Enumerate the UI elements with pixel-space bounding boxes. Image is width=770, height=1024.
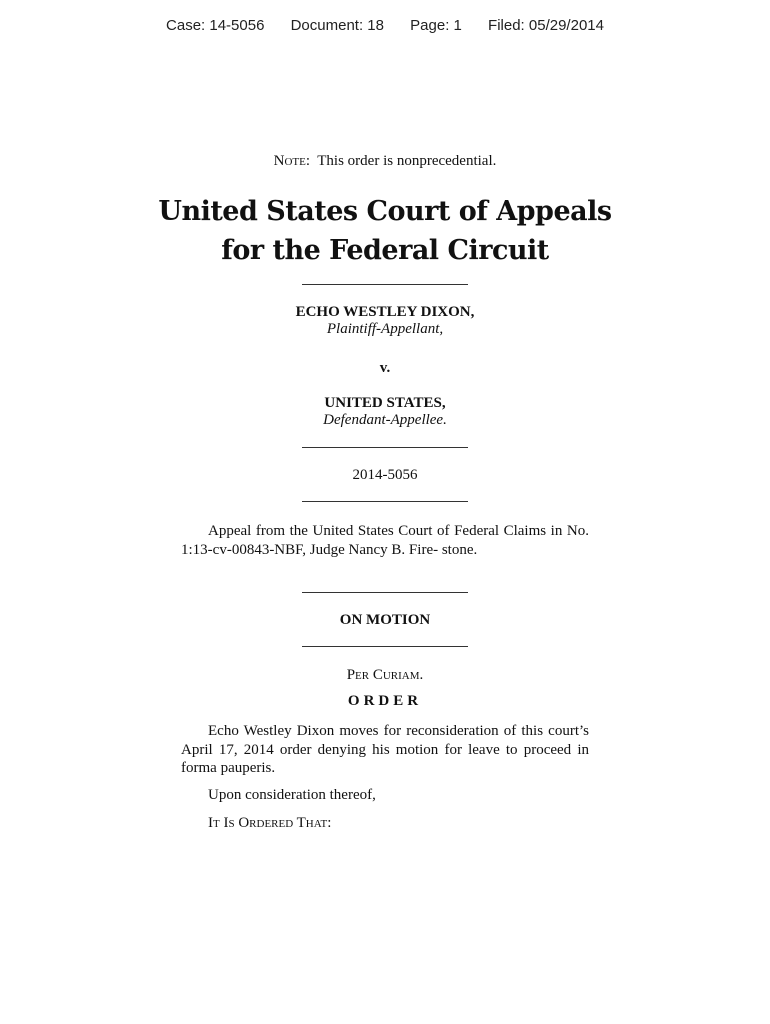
note-label: Note: bbox=[273, 153, 311, 169]
plaintiff-role: Plaintiff-Appellant, bbox=[326, 321, 444, 337]
page-number: Page: 1 bbox=[410, 17, 462, 34]
motion-heading: ON MOTION bbox=[339, 612, 431, 628]
divider bbox=[302, 501, 468, 502]
defendant-block bbox=[0, 395, 770, 429]
plaintiff-name: ECHO WESTLEY DIXON, bbox=[295, 304, 475, 320]
body-paragraph-1: Echo Westley Dixon moves for reconsideration of this court’s April 17, 2014 order denying his motion for leave to proceed in forma pauperis. bbox=[181, 723, 589, 776]
defendant-role: Defendant-Appellee. bbox=[323, 412, 447, 428]
case-number: Case: 14-5056 bbox=[166, 17, 265, 34]
order-heading: ORDER bbox=[347, 693, 423, 709]
note-text: This order is nonprecedential. bbox=[317, 153, 497, 169]
precedential-note bbox=[0, 153, 770, 170]
docket-number: 2014-5056 bbox=[352, 467, 418, 483]
court-title bbox=[0, 192, 770, 270]
divider bbox=[302, 284, 468, 285]
body-paragraph-3: It Is Ordered That: bbox=[208, 815, 332, 831]
divider bbox=[302, 646, 468, 647]
versus: v. bbox=[379, 360, 391, 376]
defendant-name: UNITED STATES, bbox=[324, 395, 446, 411]
plaintiff-block bbox=[0, 304, 770, 338]
document-number: Document: 18 bbox=[290, 17, 384, 34]
filed-date: Filed: 05/29/2014 bbox=[488, 17, 604, 34]
body-paragraph-2: Upon consideration thereof, bbox=[208, 787, 376, 803]
filing-header bbox=[0, 17, 770, 34]
per-curiam: Per Curiam. bbox=[346, 667, 424, 683]
court-title-line-1: United States Court of Appeals bbox=[158, 196, 612, 227]
divider bbox=[302, 447, 468, 448]
divider bbox=[302, 592, 468, 593]
appeal-paragraph: Appeal from the United States Court of Federal Claims in No. 1:13-cv-00843-NBF, Judge Nancy B. Fire- stone. bbox=[181, 523, 589, 558]
court-title-line-2: for the Federal Circuit bbox=[221, 235, 549, 266]
